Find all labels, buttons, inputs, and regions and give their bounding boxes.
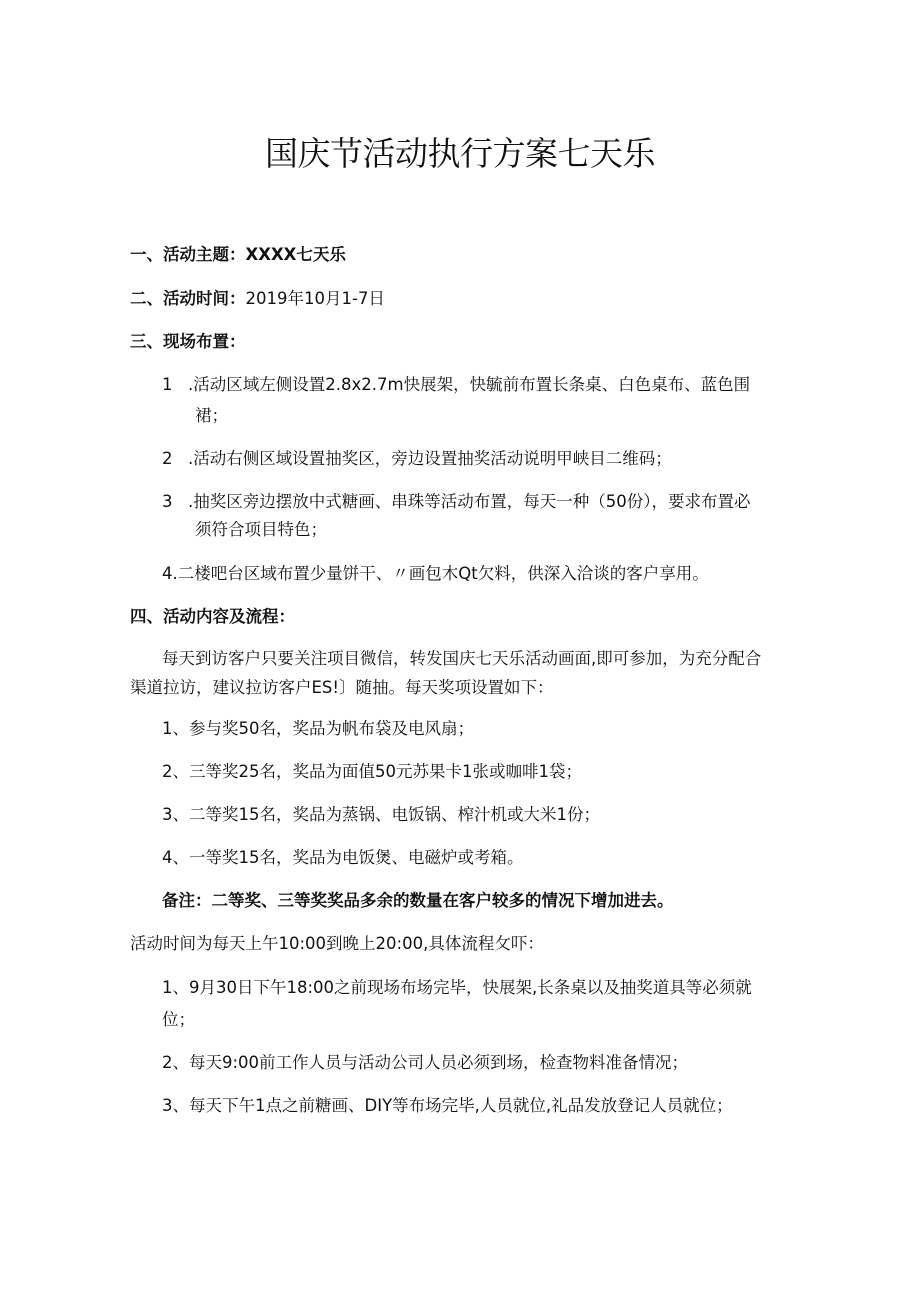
prize-item: 2、三等奖25名，奖品为面值50元苏果卡1张或咖啡1袋； [162, 762, 582, 781]
schedule-step-2: 2、每天9:00前工作人员与活动公司人员必须到场，检查物料准备情况； [162, 1053, 689, 1072]
section-time-value: 2019年10月1-7日 [245, 289, 385, 308]
schedule-step-1: 1、9月30日下午18:00之前现场布场完毕，快展架,长条桌以及抽奖道具等必须就 [162, 978, 752, 997]
schedule-step-1-cont: 位； [162, 1010, 195, 1029]
setup-item-1 [162, 373, 750, 397]
content-intro-line-2: 渠道拉访，建议拉访客户ES!〕随抽。每天奖项设置如下： [130, 678, 554, 697]
schedule-intro: 活动时间为每天上午10:00到晚上20:00,具体流程攵吓： [130, 934, 544, 953]
document-title: 国庆节活动执行方案七天乐 [265, 134, 655, 173]
section-time [130, 287, 385, 311]
setup-item-number: 3 [162, 492, 173, 511]
section-theme-label: 一、活动主题： [130, 245, 246, 264]
prize-item: 3、二等奖15名，奖品为蒸锅、电饭锅、榨汁机或大米1份； [162, 805, 600, 824]
section-setup-heading: 三、现场布置： [130, 332, 246, 351]
prize-item: 4、一等奖15名，奖品为电饭煲、电磁炉或考箱。 [162, 848, 524, 867]
setup-item-3-cont: 须符合项目特色； [195, 520, 327, 539]
setup-item-2 [162, 447, 672, 471]
setup-item-4: 4.二楼吧台区域布置少量饼干、〃画包木Qt欠料，供深入洽谈的客户享用。 [162, 564, 709, 583]
section-theme [130, 243, 346, 267]
setup-item-number: 2 [162, 449, 173, 468]
section-time-label: 二、活动时间： [130, 289, 246, 308]
schedule-step-3: 3、每天下午1点之前糖画、DIY等布场完毕,人员就位,礼品发放登记人员就位； [162, 1096, 733, 1115]
setup-item-text: .活动区域左侧设置2.8x2.7m快展架，快毓前布置长条桌、白色桌布、蓝色围 [188, 375, 751, 394]
section-content-heading: 四、活动内容及流程： [130, 607, 295, 626]
setup-item-text: .活动右侧区域设置抽奖区，旁边设置抽奖活动说明甲峡目二维码； [188, 449, 672, 468]
setup-item-1-cont: 裙； [195, 406, 228, 425]
setup-item-number: 1 [162, 375, 173, 394]
content-intro-line-1: 每天到访客户只要关注项目微信，转发国庆七天乐活动画面,即可参加，为充分配合 [162, 649, 762, 668]
prize-note: 备注：二等奖、三等奖奖品多余的数量在客户较多的情况下增加进去。 [162, 891, 674, 910]
setup-item-text: .抽奖区旁边摆放中式糖画、串珠等活动布置，每天一种（50份），要求布置必 [188, 492, 751, 511]
setup-item-3 [162, 490, 751, 514]
prize-item: 1、参与奖50名，奖品为帆布袋及电风扇； [162, 719, 474, 738]
section-theme-value: XXXX七天乐 [245, 245, 346, 264]
